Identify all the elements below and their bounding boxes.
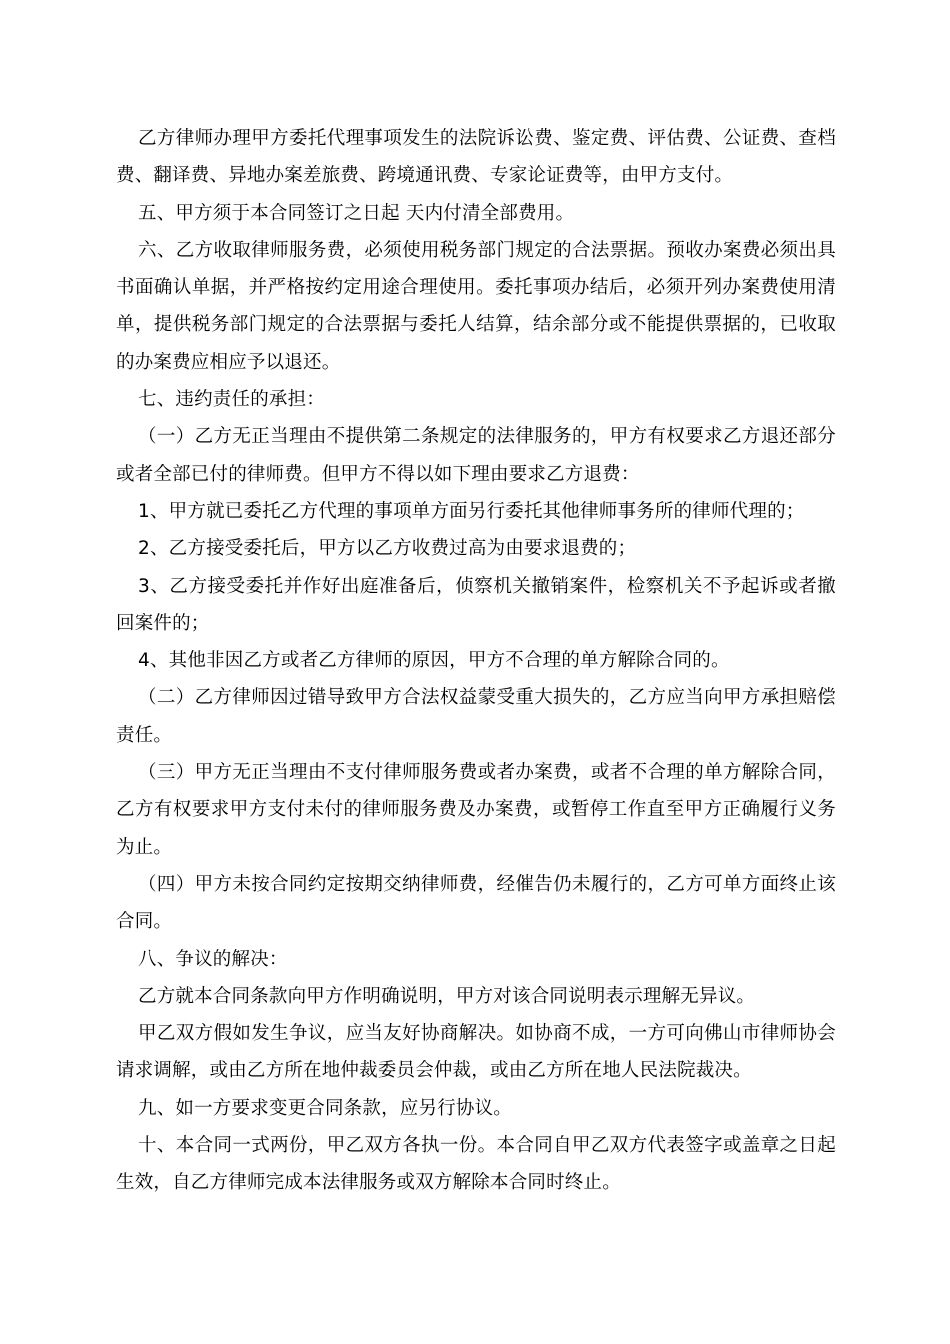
contract-body: [116, 120, 836, 1202]
clause-8-heading: 八、争议的解决：: [138, 948, 288, 970]
clause-7-item-2: （二）乙方律师因过错导致甲方合法权益蒙受重大损失的，乙方应当向甲方承担赔偿责任。: [116, 687, 836, 746]
clause-7-item-3: （三）甲方无正当理由不支付律师服务费或者办案费，或者不合理的单方解除合同，乙方有权要求甲方支付未付的律师服务费及办案费，或暂停工作直至甲方正确履行义务为止。: [116, 762, 836, 858]
clause-7-1-sub-3: 3、乙方接受委托并作好出庭准备后，侦察机关撤销案件，检察机关不予起诉或者撤回案件的；: [116, 575, 836, 634]
clause-6-receipts: 六、乙方收取律师服务费，必须使用税务部门规定的合法票据。预收办案费必须出具书面确认单据，并严格按约定用途合理使用。委托事项办结后，必须开列办案费使用清单，提供税务部门规定的合法票据与委托人结算，结余部分或不能提供票据的，已收取的办案费应相应予以退还。: [116, 239, 836, 373]
paragraph-fees-borne-by-party-a: 乙方律师办理甲方委托代理事项发生的法院诉讼费、鉴定费、评估费、公证费、查档费、翻译费、异地办案差旅费、跨境通讯费、专家论证费等，由甲方支付。: [116, 128, 836, 187]
clause-9-amendment: 九、如一方要求变更合同条款，应另行协议。: [138, 1097, 513, 1119]
clause-7-item-4: （四）甲方未按合同约定按期交纳律师费，经催告仍未履行的，乙方可单方面终止该合同。: [116, 873, 836, 933]
clause-5-payment-deadline: 五、甲方须于本合同签订之日起 天内付清全部费用。: [138, 202, 575, 224]
clause-8-explanation: 乙方就本合同条款向甲方作明确说明，甲方对该合同说明表示理解无异议。: [138, 985, 756, 1007]
clause-7-item-1: （一）乙方无正当理由不提供第二条规定的法律服务的，甲方有权要求乙方退还部分或者全部已付的律师费。但甲方不得以如下理由要求乙方退费：: [116, 426, 836, 485]
clause-7-1-sub-4: 4、其他非因乙方或者乙方律师的原因，甲方不合理的单方解除合同的。: [138, 650, 730, 672]
clause-8-dispute-resolution: 甲乙双方假如发生争议，应当友好协商解决。如协商不成，一方可向佛山市律师协会请求调解，或由乙方所在地仲裁委员会仲裁，或由乙方所在地人民法院裁决。: [116, 1023, 836, 1082]
clause-7-heading: 七、违约责任的承担：: [138, 389, 326, 411]
clause-7-1-sub-1: 1、甲方就已委托乙方代理的事项单方面另行委托其他律师事务所的律师代理的；: [138, 500, 805, 522]
clause-10-effectiveness: 十、本合同一式两份，甲乙双方各执一份。本合同自甲乙双方代表签字或盖章之日起生效，自乙方律师完成本法律服务或双方解除本合同时终止。: [116, 1135, 836, 1194]
clause-7-1-sub-2: 2、乙方接受委托后，甲方以乙方收费过高为由要求退费的；: [138, 538, 637, 560]
